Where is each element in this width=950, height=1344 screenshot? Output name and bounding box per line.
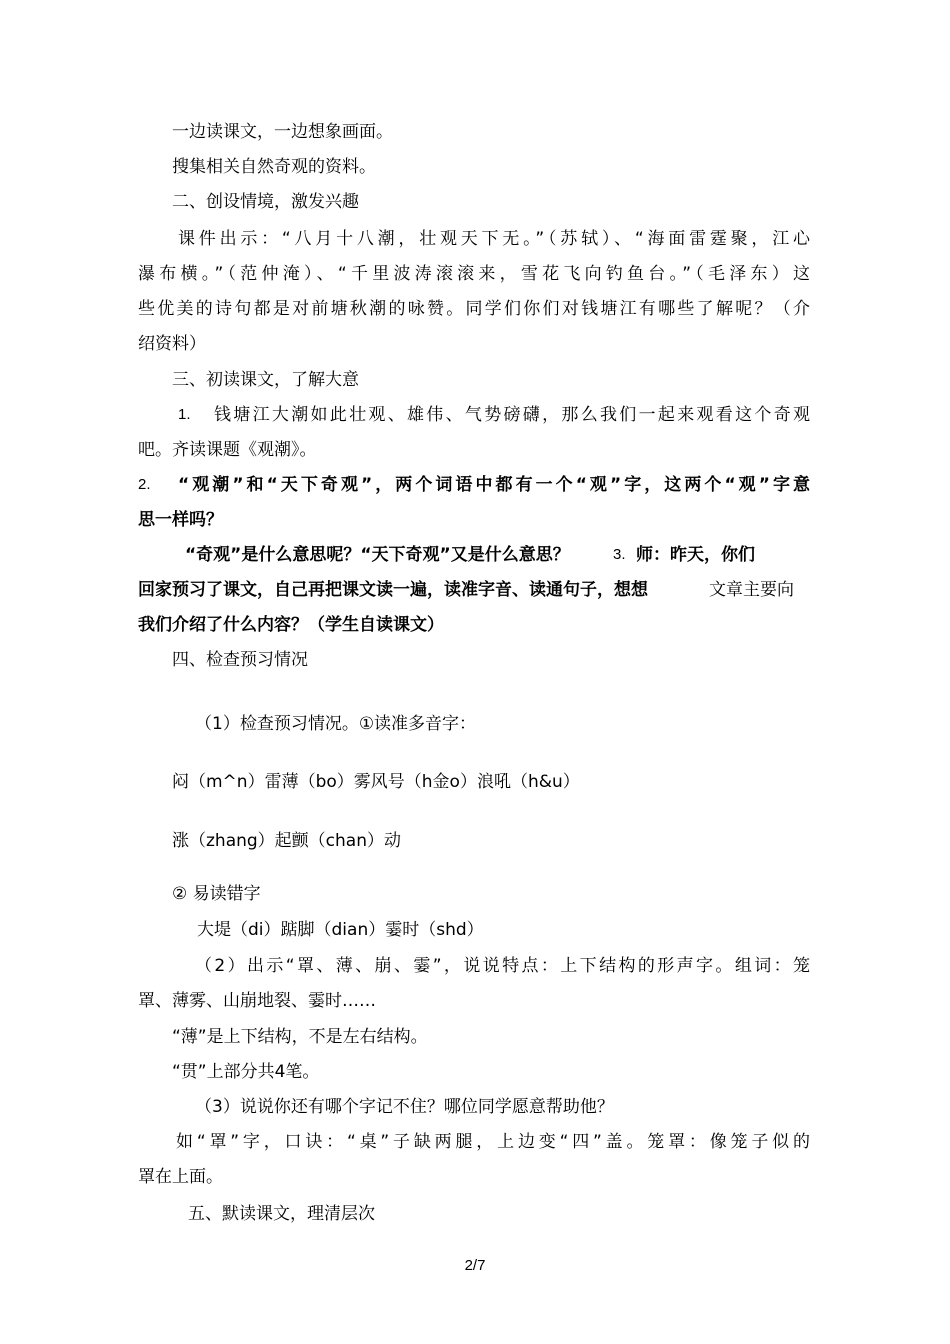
text-line: 吧。齐读课题《观潮》。: [138, 440, 317, 460]
text-line: （1）检查预习情况。①读准多音字：: [195, 714, 477, 734]
text-line: 如“罩”字，口诀：“桌”子缺两腿，上边变“四”盖。笼罩：像笼子似的: [176, 1132, 810, 1152]
text-line: 钱塘江大潮如此壮观、雄伟、气势磅礴，那么我们一起来观看这个奇观: [214, 405, 810, 425]
text-line: ② 易读错字: [172, 884, 261, 904]
text-line-bold: “观潮”和“天下奇观”，两个词语中都有一个“观”字，这两个“观”字意: [178, 475, 810, 495]
text-line: 文章主要向: [709, 580, 794, 600]
list-number: 1.: [178, 406, 191, 423]
text-line: 绍资料）: [138, 334, 206, 354]
text-line: 涨（zhang）起颤（chan）动: [172, 831, 401, 851]
list-number: 3.: [613, 546, 626, 563]
section-heading: 五、默读课文，理清层次: [188, 1204, 375, 1224]
text-line: 课件出示：“八月十八潮，壮观天下无。”（苏轼）、“海面雷霆聚，江心: [178, 229, 810, 249]
section-heading: 四、检查预习情况: [172, 650, 308, 670]
text-line: 搜集相关自然奇观的资料。: [172, 157, 376, 177]
text-line-bold: 师：昨天，你们: [636, 545, 755, 565]
text-line: 瀑布横。”（范仲淹）、“千里波涛滚滚来，雪花飞向钓鱼台。”（毛泽东）这: [138, 264, 810, 284]
text-line: 大堤（di）踮脚（dian）霎时（shd）: [197, 920, 484, 940]
page-number: 2/7: [464, 1257, 486, 1274]
text-line: （3）说说你还有哪个字记不住？哪位同学愿意帮助他？: [195, 1097, 614, 1117]
text-line-bold: 思一样吗？: [138, 510, 223, 530]
section-heading: 三、初读课文，了解大意: [172, 370, 359, 390]
text-line: 些优美的诗句都是对前塘秋潮的咏赞。同学们你们对钱塘江有哪些了解呢？（介: [138, 299, 810, 319]
list-number: 2.: [138, 476, 151, 493]
text-line: 罩在上面。: [138, 1167, 223, 1187]
text-line-bold: 回家预习了课文，自己再把课文读一遍，读准字音、读通句子，想想: [138, 580, 648, 600]
text-line: “贯”上部分共4笔。: [172, 1062, 320, 1082]
text-line-bold: “奇观”是什么意思呢？“天下奇观”又是什么意思？: [185, 545, 570, 565]
text-line: “薄”是上下结构，不是左右结构。: [172, 1027, 428, 1047]
text-line: （2）出示“罩、薄、崩、霎”，说说特点：上下结构的形声字。组词：笼: [195, 956, 810, 976]
section-heading: 二、创设情境，激发兴趣: [172, 192, 359, 212]
text-line: 一边读课文，一边想象画面。: [172, 122, 393, 142]
text-line: 罩、薄雾、山崩地裂、霎时……: [138, 991, 376, 1011]
text-line-bold: 我们介绍了什么内容？（学生自读课文）: [138, 615, 444, 635]
text-line: 闷（m^n）雷薄（bo）雾风号（h金o）浪吼（h&u）: [172, 772, 580, 792]
